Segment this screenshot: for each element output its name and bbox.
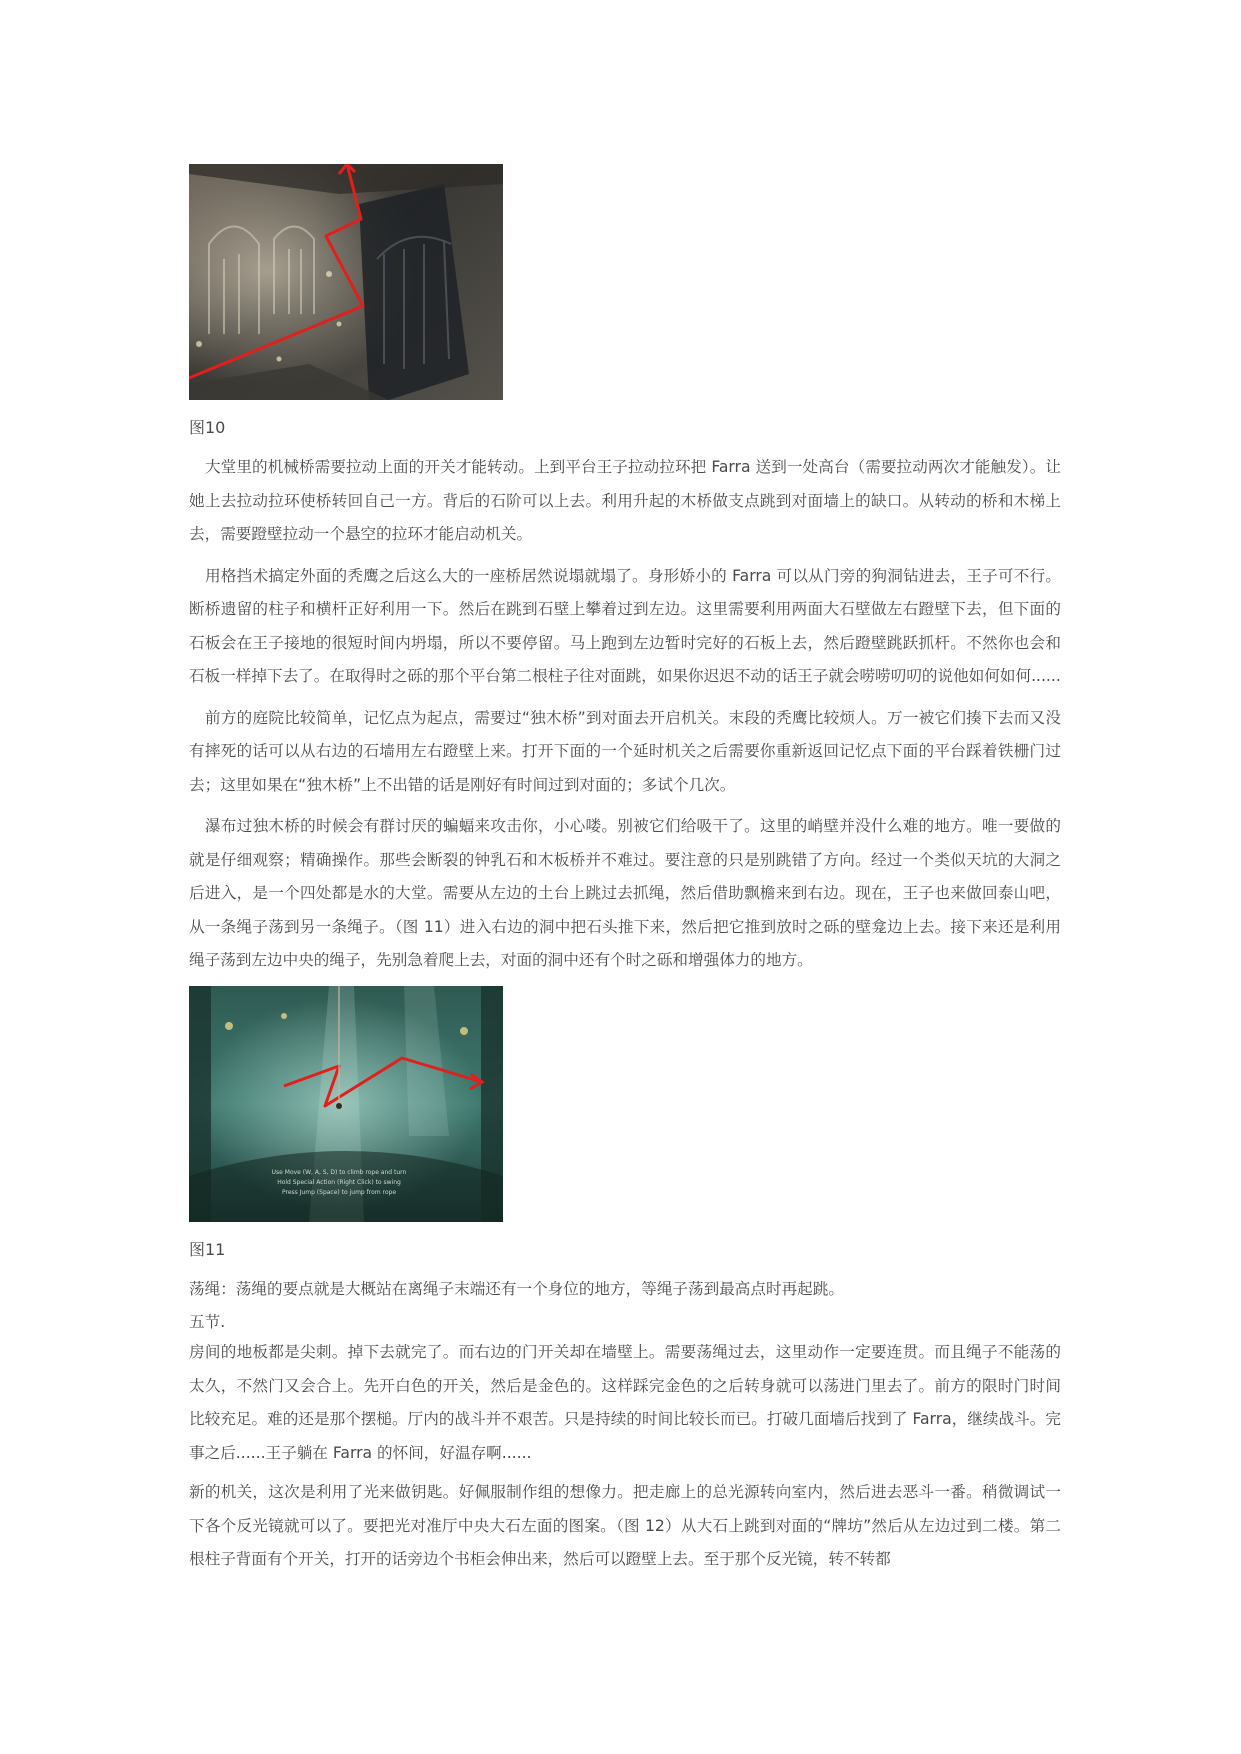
figure-10-screenshot bbox=[189, 164, 503, 400]
section-label: 五节. bbox=[189, 1313, 226, 1331]
paragraph: 房间的地板都是尖刺。掉下去就完了。而右边的门开关却在墙壁上。需要荡绳过去，这里动作一定要连贯。而且绳子不能荡的太久，不然门又会合上。先开白色的开关，然后是金色的。这样踩完金色的之后转身就可以荡进门里去了。前方的限时门时间比较充足。难的还是那个摆槌。厅内的战斗并不艰苦。只是持续的时间比较长而已。打破几面墙后找到了 Farra，继续战斗。完事之后......王子躺在 Farra 的怀间，好温存啊...... bbox=[189, 1343, 1061, 1462]
paragraph: 荡绳：荡绳的要点就是大概站在离绳子末端还有一个身位的地方，等绳子荡到最高点时再起跳。 bbox=[189, 1279, 844, 1298]
figure-caption: 图11 bbox=[189, 1239, 226, 1259]
paragraph: 新的机关，这次是利用了光来做钥匙。好佩服制作组的想像力。把走廊上的总光源转向室内，然后进去恶斗一番。稍微调试一下各个反光镜就可以了。要把光对准厅中央大石左面的图案。（图 12）从大石上跳到对面的“牌坊”然后从左边过到二楼。第二根柱子背面有个开关，打开的话旁边个书柜会伸出来，然后可以蹬壁上去。至于那个反光镜，转不转都 bbox=[189, 1483, 1061, 1568]
paragraph: 用格挡术搞定外面的秃鹰之后这么大的一座桥居然说塌就塌了。身形娇小的 Farra 可以从门旁的狗洞钻进去，王子可不行。断桥遗留的柱子和横杆正好利用一下。然后在跳到石壁上攀着过到左边。这里需要利用两面大石壁做左右蹬壁下去，但下面的石板会在王子接地的很短时间内坍塌，所以不要停留。马上跑到左边暂时完好的石板上去，然后蹬壁跳跃抓杆。不然你也会和石板一样掉下去了。在取得时之砾的那个平台第二根柱子往对面跳，如果你迟迟不动的话王子就会唠唠叨叨的说他如何如何...... bbox=[189, 566, 1061, 685]
figure-11-image bbox=[189, 986, 503, 1222]
document-page bbox=[189, 164, 1061, 1577]
figure-caption: 图10 bbox=[189, 418, 226, 437]
paragraph: 大堂里的机械桥需要拉动上面的开关才能转动。上到平台王子拉动拉环把 Farra 送到一处高台（需要拉动两次才能触发）。让她上去拉动拉环使桥转回自己一方。背后的石阶可以上去。利用升起的木桥做支点跳到对面墙上的缺口。从转动的桥和木梯上去，需要蹬壁拉动一个悬空的拉环才能启动机关。 bbox=[189, 458, 1061, 543]
figure-10-image bbox=[189, 164, 503, 400]
paragraph: 瀑布过独木桥的时候会有群讨厌的蝙蝠来攻击你，小心喽。别被它们给吸干了。这里的峭壁并没什么难的地方。唯一要做的就是仔细观察；精确操作。那些会断裂的钟乳石和木板桥并不难过。要注意的只是别跳错了方向。经过一个类似天坑的大洞之后进入，是一个四处都是水的大堂。需要从左边的土台上跳过去抓绳，然后借助飘檐来到右边。现在，王子也来做回泰山吧，从一条绳子荡到另一条绳子。（图 11）进入右边的洞中把石头推下来，然后把它推到放时之砾的壁龛边上去。接下来还是利用绳子荡到左边中央的绳子，先别急着爬上去，对面的洞中还有个时之砾和增强体力的地方。 bbox=[189, 817, 1061, 969]
figure-11-screenshot bbox=[189, 986, 503, 1222]
hint-text-line: Hold Special Action (Right Click) to swing bbox=[277, 1178, 401, 1186]
paragraph: 前方的庭院比较简单，记忆点为起点，需要过“独木桥”到对面去开启机关。末段的秃鹰比较烦人。万一被它们揍下去而又没有摔死的话可以从右边的石墙用左右蹬壁上来。打开下面的一个延时机关之后需要你重新返回记忆点下面的平台踩着铁栅门过去；这里如果在“独木桥”上不出错的话是刚好有时间过到对面的；多试个几次。 bbox=[189, 708, 1061, 794]
hint-text-line: Press Jump (Space) to jump from rope bbox=[281, 1188, 397, 1196]
hint-text-line: Use Move (W, A, S, D) to climb rope and turn bbox=[271, 1168, 407, 1176]
